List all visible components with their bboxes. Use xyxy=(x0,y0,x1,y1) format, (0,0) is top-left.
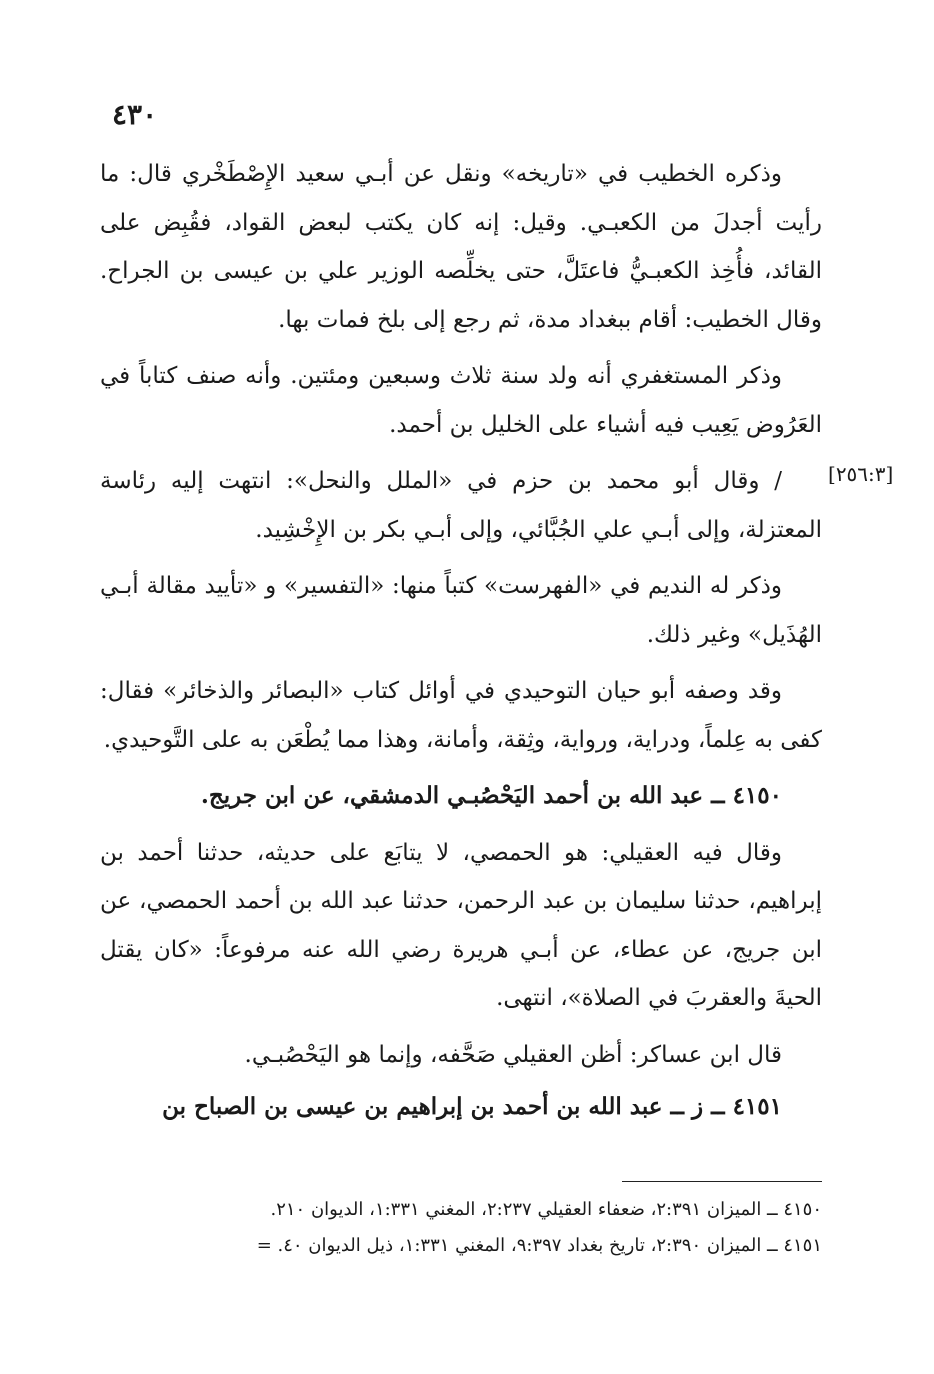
paragraph-khatib: وذكره الخطيب في «تاريخه» ونقل عن أبـي سعيد الإِصْطَخْري قال: ما رأيت أجدلَ من الكعبـي. وقيل: إنه كان يكتب لبعض القواد، فقُبِض على القائد، فأُخِذ الكعبـيُّ فاعتَلَّ، حتى يخلِّصه الوزير علي بن عيسى بن الجراح. وقال الخطيب: أقام ببغداد مدة، ثم رجع إلى بلخ فمات بها. xyxy=(100,161,822,333)
footnotes xyxy=(100,1192,822,1264)
footnote-4150: ٤١٥٠ ــ الميزان ٢:٣٩١، ضعفاء العقيلي ٢:٢٣٧، المغني ١:٣٣١، الديوان ٢١٠. xyxy=(270,1199,822,1220)
paragraph-nadim: وذكر له النديم في «الفهرست» كتباً منها: «التفسير» و «تأييد مقالة أبـي الهُذَيل» وغير ذلك. xyxy=(100,573,822,648)
page-number: ٤٣٠ xyxy=(112,98,158,131)
entry-heading-4150: ٤١٥٠ ــ عبد الله بن أحمد اليَحْصُبـي الدمشقي، عن ابن جريج. xyxy=(200,782,782,809)
paragraph-tawhidi: وقد وصفه أبو حيان التوحيدي في أوائل كتاب «البصائر والذخائر» فقال: كفى به عِلماً، ودراية، ورواية، وثِقة، وأمانة، وهذا مما يُطْعَن به على التَّوحيدي. xyxy=(100,678,822,753)
main-text xyxy=(100,150,822,1140)
paragraph-ibn-asakir: قال ابن عساكر: أظن العقيلي صَحَّفه، وإنما هو اليَحْصُبـي. xyxy=(244,1041,782,1068)
footnote-divider xyxy=(622,1181,822,1182)
paragraph-mustaghfiri: وذكر المستغفري أنه ولد سنة ثلاث وسبعين ومئتين. وأنه صنف كتاباً في العَرُوض يَعِيب فيه أشياء على الخليل بن أحمد. xyxy=(100,363,822,438)
entry-heading-4151: ٤١٥١ ــ ز ــ عبد الله بن أحمد بن إبراهيم بن عيسى بن الصباح بن xyxy=(162,1093,782,1120)
paragraph-ibn-hazm: / وقال أبو محمد بن حزم في «الملل والنحل»: انتهت إليه رئاسة المعتزلة، وإلى أبـي علي الجُبَّائي، وإلى أبـي بكر بن الإِخْشِيد. xyxy=(100,468,822,543)
footnote-4151: ٤١٥١ ــ الميزان ٢:٣٩٠، تاريخ بغداد ٩:٣٩٧، المغني ١:٣٣١، ذيل الديوان ٤٠. = xyxy=(256,1235,822,1256)
margin-reference: [٢٥٦:٣] xyxy=(828,462,894,486)
paragraph-uqayli: وقال فيه العقيلي: هو الحمصي، لا يتابَع على حديثه، حدثنا أحمد بن إبراهيم، حدثنا سليمان بن عبد الرحمن، حدثنا عبد الله بن أحمد الحمصي، عن ابن جريج، عن عطاء، عن أبـي هريرة رضي الله عنه مرفوعاً: «كان يقتل الحيةَ والعقربَ في الصلاة»، انتهى. xyxy=(100,839,822,1011)
